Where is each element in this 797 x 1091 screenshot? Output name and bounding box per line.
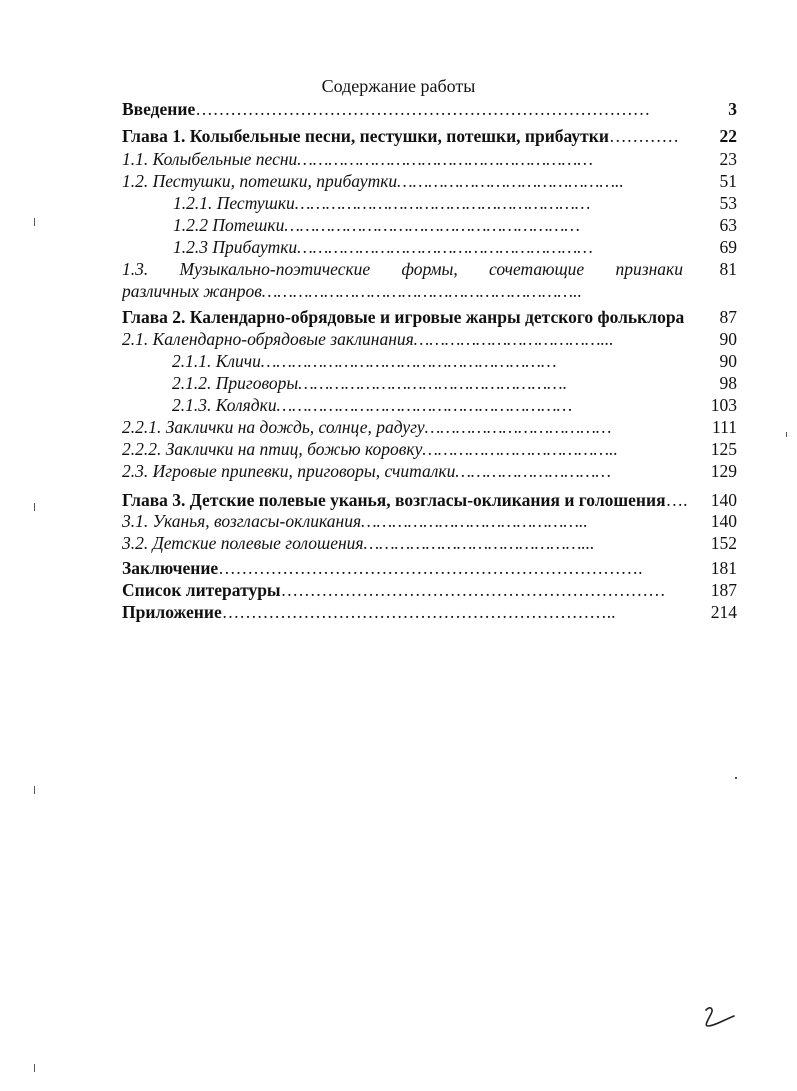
toc-page-number: 87 (719, 307, 737, 327)
toc-leader-dots: …………………………………….. (397, 171, 624, 191)
toc-page-number: 3 (728, 99, 737, 119)
toc-leader-dots: ……………………………… (424, 417, 612, 437)
toc-entry-title: 1.2. Пестушки, потешки, прибаутки (122, 171, 398, 191)
toc-leader-dots: …………………………………………………………………… (195, 99, 651, 119)
toc-leader-dots: ……………………………………………. (298, 373, 568, 393)
toc-page-number: 98 (719, 373, 737, 393)
toc-leader-dots: ……………………………………... (363, 533, 595, 553)
toc-entry-subsection-2-1-3 (172, 394, 737, 416)
toc-leader-dots: ………………………………………………… (297, 149, 593, 169)
toc-page-number: 103 (710, 395, 737, 415)
scan-mark (786, 432, 787, 437)
toc-page-number: 53 (719, 193, 737, 213)
toc-leader-dots: …. (665, 490, 688, 510)
toc-page-number: 129 (710, 461, 737, 481)
toc-entry-title: 2.1.2. Приговоры (172, 373, 299, 393)
toc-leader-dots: ………………………………………………………… (280, 580, 666, 600)
handwritten-page-number (700, 1004, 740, 1030)
scan-dot (735, 777, 737, 779)
toc-entry-subsection-2-2-2 (122, 438, 737, 460)
scan-mark (34, 218, 35, 226)
toc-entry-title: Приложение (122, 602, 222, 622)
toc-page-number: 81 (719, 259, 737, 279)
toc-leader-dots: ………………………………... (413, 329, 614, 349)
toc-entry-section-3-1 (122, 510, 737, 532)
toc-entry-title: 3.1. Уканья, возгласы-окликания (122, 511, 362, 531)
toc-entry-title: Глава 2. Календарно-обрядовые и игровые жанры детского фольклора (122, 307, 685, 327)
toc-entry-title: 1.2.3 Прибаутки (173, 237, 298, 257)
toc-page-number: 140 (710, 511, 737, 531)
toc-leader-dots: ………………………………………………… (284, 215, 580, 235)
toc-page-number: 152 (710, 533, 737, 553)
toc-entry-title: 2.2.1. Заклички на дождь, солнце, радугу (122, 417, 425, 437)
toc-page-number: 23 (719, 149, 737, 169)
toc-leader-dots: …………………………………….. (361, 511, 588, 531)
toc-leader-dots: ………………………………………………………….. (221, 602, 616, 622)
toc-page-number: 90 (719, 351, 737, 371)
toc-leader-dots: ………………………………………………… (294, 193, 591, 213)
toc-entry-title: Глава 1. Колыбельные песни, пестушки, потешки, прибаутки (122, 126, 609, 146)
toc-leader-dots: ………………………………………………… (297, 237, 593, 257)
toc-entry-subsection-2-1-1 (172, 350, 737, 372)
scan-mark (34, 1064, 35, 1072)
toc-page-number: 140 (710, 490, 737, 510)
toc-page-number: 69 (719, 237, 737, 257)
toc-leader-dots: …………………………………………………….. (261, 281, 582, 301)
toc-entry-title: 2.1. Календарно-обрядовые заклинания (122, 329, 414, 349)
toc-page-number: 22 (719, 126, 737, 146)
toc-entry-title: 3.2. Детские полевые голошения (122, 533, 364, 553)
toc-entry-title: 2.1.3. Колядки (172, 395, 277, 415)
toc-leader-dots: ………………………… (455, 461, 611, 481)
toc-page-number: 187 (710, 580, 737, 600)
toc-entry-introduction (122, 98, 737, 120)
toc-entry-chapter-3 (122, 489, 737, 511)
toc-page-number: 125 (710, 439, 737, 459)
toc-entry-title: Заключение (122, 558, 219, 578)
toc-entry-title: 2.2.2. Заклички на птиц, божью коровку (122, 439, 423, 459)
toc-leader-dots: ………………………………………………… (260, 351, 557, 371)
toc-entry-title: Глава 3. Детские полевые уканья, возгласы-окликания и голошения (122, 490, 666, 510)
toc-entry-section-1-1 (122, 148, 737, 170)
toc-leader-dots: ………………………………………………………………. (218, 558, 643, 578)
toc-entry-title: Введение (122, 99, 196, 119)
toc-entry-subsection-1-2-3 (173, 236, 737, 258)
toc-entry-section-2-1 (122, 328, 737, 350)
toc-entry-title-line-1: 1.3. Музыкально-поэтические формы, сочетающие признаки (122, 259, 683, 279)
toc-page-number: 181 (710, 558, 737, 578)
toc-entry-title-line-2: различных жанров…………………………………………………….. (122, 281, 582, 301)
toc-entry-chapter-1 (122, 125, 737, 147)
toc-entry-chapter-2 (122, 306, 737, 328)
toc-entry-subsection-1-2-2 (173, 214, 737, 236)
toc-entry-title: 1.2.2 Потешки (173, 215, 285, 235)
toc-entry-section-3-2 (122, 532, 737, 554)
toc-entry-title: 2.3. Игровые припевки, приговоры, считалки (122, 461, 456, 481)
toc-entry-appendix (122, 601, 737, 623)
toc-entry-title: Список литературы (122, 580, 281, 600)
toc-page-number: 111 (712, 417, 737, 437)
toc-entry-title: 2.1.1. Кличи (172, 351, 261, 371)
page-title: Содержание работы (321, 76, 476, 96)
toc-entry-section-1-2 (122, 170, 737, 192)
toc-entry-title: 1.2.1. Пестушки (173, 193, 295, 213)
toc-entry-title: 1.1. Колыбельные песни (122, 149, 298, 169)
toc-entry-subsection-2-2-1 (122, 416, 737, 438)
toc-entry-section-2-3 (122, 460, 737, 482)
toc-page-number: 51 (719, 171, 737, 191)
scan-mark (34, 503, 35, 511)
toc-entry-section-1-3 (122, 258, 737, 302)
toc-page-number: 63 (719, 215, 737, 235)
toc-entry-conclusion (122, 557, 737, 579)
toc-leader-dots: ………… (608, 126, 679, 146)
toc-entry-subsection-2-1-2 (172, 372, 737, 394)
toc-leader-dots: ………………………………………………… (276, 395, 573, 415)
toc-leader-dots: ……………………………….. (422, 439, 618, 459)
toc-entry-subsection-1-2-1 (173, 192, 737, 214)
scan-mark (34, 786, 35, 794)
toc-page-number: 90 (719, 329, 737, 349)
toc-page-number: 214 (710, 602, 737, 622)
toc-entry-bibliography (122, 579, 737, 601)
